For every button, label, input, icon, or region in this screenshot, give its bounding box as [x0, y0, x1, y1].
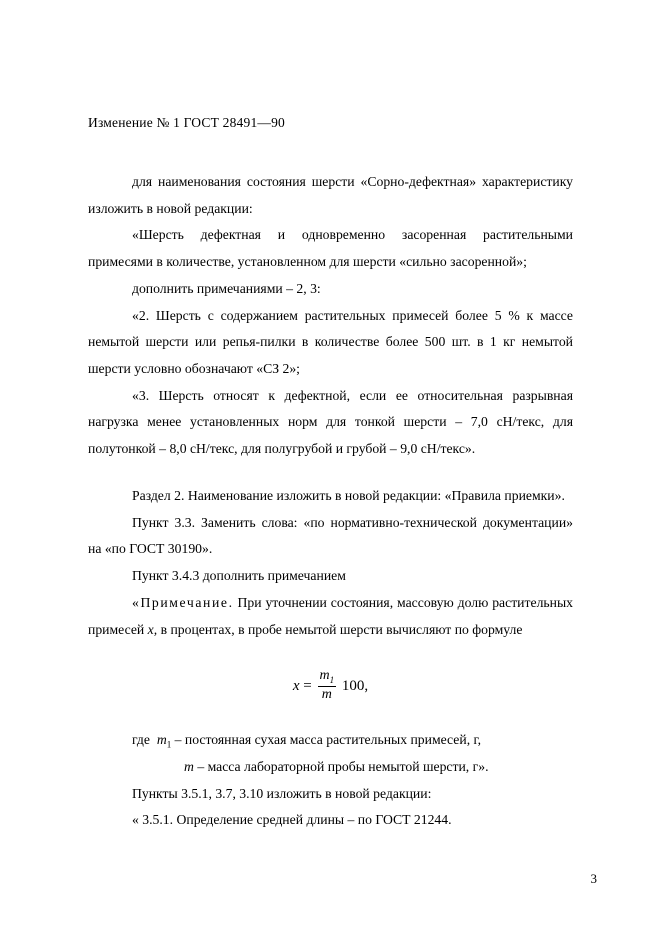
paragraph-item-3-5-1: « 3.5.1. Определение средней длины – по ГОСТ 21244.	[132, 812, 452, 828]
formula-numerator-symbol: m	[319, 668, 330, 684]
note-text: При уточнении состояния, массовую долю растительных примесей	[88, 594, 574, 637]
formula-block	[88, 669, 573, 704]
formula-factor: 100,	[341, 678, 369, 695]
formula-lhs: x	[292, 678, 300, 695]
formula-numerator-sub: 1	[329, 675, 335, 686]
legend-m1-symbol: m	[156, 731, 167, 747]
paragraph-items-list: Пункты 3.5.1, 3.7, 3.10 изложить в новой редакции:	[132, 785, 432, 801]
document-header: Изменение № 1 ГОСТ 28491—90	[88, 115, 285, 130]
paragraph-item-3-3: Пункт 3.3. Заменить слова: «по нормативно-технической документации» на «по ГОСТ 30190».	[88, 514, 573, 557]
legend-line-2	[88, 754, 573, 781]
paragraph-section-2: Раздел 2. Наименование изложить в новой редакции: «Правила приемки».	[132, 487, 565, 503]
formula-numerator	[318, 668, 337, 686]
paragraph-1: для наименования состояния шерсти «Сорно-дефектная» характеристику изложить в новой редакции:	[88, 174, 573, 216]
paragraph-4: «2. Шерсть с содержанием растительных примесей более 5 % к массе немытой шерсти или репья-пилки в количестве более 500 шт. в 1 кг немытой шерсти условно обозначают «СЗ 2»;	[88, 307, 573, 377]
note-variable: х,	[147, 621, 158, 637]
legend-m-symbol: m	[184, 758, 194, 774]
paragraph-item-3-4-3: Пункт 3.4.3 дополнить примечанием	[132, 568, 346, 584]
note-text-after: в процентах, в пробе немытой шерсти вычисляют по формуле	[160, 621, 523, 637]
legend-line-1	[88, 727, 573, 754]
paragraph-3: дополнить примечаниями – 2, 3:	[132, 280, 321, 296]
paragraph-note	[88, 590, 573, 643]
legend-m1-text: – постоянная сухая масса растительных примесей, г,	[174, 731, 482, 747]
legend-where: где	[132, 731, 150, 747]
legend-m1-sub: 1	[166, 739, 172, 750]
legend-m-text: – масса лабораторной пробы немытой шерсти, г».	[197, 758, 489, 774]
paragraph-2: «Шерсть дефектная и одновременно засоренная растительными примесями в количестве, установленном для шерсти «сильно засоренной»;	[88, 227, 573, 270]
page-number: 3	[590, 871, 597, 886]
document-body	[88, 115, 573, 834]
formula-denominator: m	[318, 686, 337, 704]
formula-equals: =	[303, 678, 312, 695]
note-label: «Примечание.	[132, 594, 234, 610]
formula-fraction	[318, 668, 337, 703]
paragraph-5: «3. Шерсть относят к дефектной, если ее относительная разрывная нагрузка менее установленных норм для тонкой шерсти – 7,0 сН/текс, для полутонкой – 8,0 сН/текс, для полугрубой и грубой – 9,0 сН/текс».	[88, 387, 573, 457]
